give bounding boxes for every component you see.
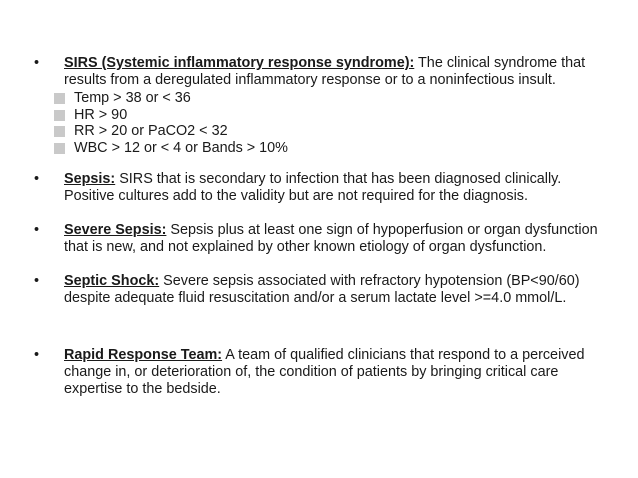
criteria-text: HR > 90 <box>74 106 128 123</box>
square-bullet-icon <box>54 110 65 121</box>
bullet-item-sirs <box>34 55 614 156</box>
square-bullet-icon <box>54 126 65 137</box>
definition-sirs: The clinical syndrome that results from a deregulated inflammatory response or to a noninfectious insult. <box>64 55 586 88</box>
term-severe-sepsis: Severe Sepsis: <box>64 222 167 238</box>
criteria-text: Temp > 38 or < 36 <box>74 90 191 106</box>
bullet-content <box>64 55 614 156</box>
bullet-dot: • <box>34 273 40 289</box>
term-rapid-response-team: Rapid Response Team: <box>64 347 223 363</box>
square-bullet-icon <box>54 143 65 154</box>
bullet-dot: • <box>34 55 40 71</box>
criteria-item <box>54 90 614 107</box>
definition-sepsis: SIRS that is secondary to infection that has been diagnosed clinically. Positive cultures add to the validity but are not required for the diagnosis. <box>64 171 562 204</box>
bullet-content <box>64 347 614 398</box>
bullet-dot: • <box>34 347 40 363</box>
criteria-item <box>54 107 614 124</box>
definition-severe-sepsis: Sepsis plus at least one sign of hypoperfusion or organ dysfunction that is new, and not explained by other known etiology of organ dysfunction. <box>64 222 598 255</box>
bullet-item-septic-shock <box>34 273 614 307</box>
definition-rapid-response-team: A team of qualified clinicians that respond to a perceived change in, or deterioration of, the condition of patients by bringing critical care expertise to the bedside. <box>64 347 585 397</box>
square-bullet-icon <box>54 93 65 104</box>
term-septic-shock: Septic Shock: <box>64 273 160 289</box>
definition-septic-shock: Severe sepsis associated with refractory hypotension (BP<90/60) despite adequate fluid resuscitation and/or a serum lactate level >=4.0 mmol/L. <box>64 273 580 306</box>
criteria-text: WBC > 12 or < 4 or Bands > 10% <box>74 139 288 156</box>
bullet-dot: • <box>34 171 40 187</box>
bullet-item-severe-sepsis <box>34 222 614 256</box>
criteria-item <box>54 123 614 140</box>
sirs-criteria-list <box>54 90 614 156</box>
bullet-item-sepsis <box>34 171 614 205</box>
criteria-item <box>54 140 614 157</box>
bullet-content <box>64 222 614 256</box>
bullet-content <box>64 273 614 307</box>
bullet-dot: • <box>34 222 40 238</box>
term-sirs: SIRS (Systemic inflammatory response syndrome): <box>64 55 415 71</box>
criteria-text: RR > 20 or PaCO2 < 32 <box>74 123 228 139</box>
term-sepsis: Sepsis: <box>64 171 116 187</box>
bullet-item-rapid-response-team <box>34 347 614 398</box>
bullet-content <box>64 171 614 205</box>
